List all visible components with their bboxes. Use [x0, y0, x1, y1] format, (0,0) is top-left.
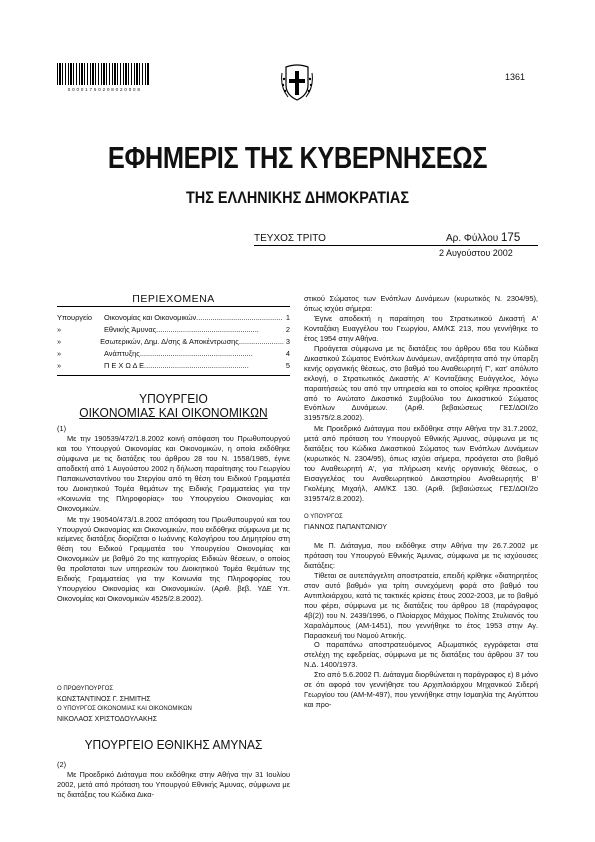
toc-category: » [57, 361, 62, 370]
barcode-number: 0 0 0 0 1 7 5 0 2 0 8 0 2 0 0 0 8 [67, 87, 141, 92]
ministry-heading-line1: ΥΠΟΥΡΓΕΙΟ [139, 391, 208, 406]
signature-name: ΚΩΝΣΤΑΝΤΙΝΟΣ Γ. ΣΗΜΙΤΗΣ [57, 695, 151, 703]
decision-paragraph: Με την 190539/472/1.8.2002 κοινή απόφαση του Πρωθυπουργού και του Υπουργού Οικονομίας και Οικονομικών, η οποία εκδόθηκε σύμφωνα με τις διατάξεις του άρθρου 28 του Ν. 1558/1985, έγινε αποδεκτή από 1 Αυγούστου 2002 η δήλωση παραίτησης του Γεωργίου Παπακωνσταντίνου του Στεργίου από τη θέση του Ειδικού Γραμματέα του Διοικητικού Τομέα θεμάτων της Ειδικής Γραμματείας για την «Κοινωνία της Πληροφορίας» του Υπουργείου Οικονομίας και Οικονομικών. [57, 433, 290, 513]
toc-row [57, 348, 290, 360]
toc-page: 2 [285, 325, 290, 334]
decision-paragraph: Με την 190540/473/1.8.2002 απόφαση του Πρωθυπουργού και του Υπουργού Οικονομίας και Οικονομικών, που εκδόθηκε σύμφωνα με τις κείμενες διατάξεις διορίζεται ο Ιωάννης Καλογήρου του Δημητρίου στη θέση του Ειδικού Γραμματέα του Υπουργείου Οικονομίας και Οικονομικών με βαθμό 2ο της κατηγορίας Ειδικών θέσεων, ο οποίος θα προΐσταται των υπηρεσιών του Διοικητικού Τομέα θεμάτων της Ειδικής Γραμματείας για την Κοινωνία της Πληροφορίας του Υπουργείου Οικονομίας και Οικονομικών. (Αριθ. βεβ. ΥΔΕ Υπ. Οικονομίας και Οικονομικών 4525/2.8.2002). [57, 514, 290, 604]
issue-date: 2 Αυγούστου 2002 [439, 248, 513, 258]
toc-label: Ανάπτυξης [104, 349, 140, 358]
decree-paragraph: Στο από 5.6.2002 Π. Διάταγμα διορθώνεται η παράγραφος ε) 8 μόνο σε ότι αφορά τον γεννήθησε του Αρχιπλοιάρχου Μηχανικού Σιδερή Γεωργίου του (ΑΜ-Μ-497), που γεννήθηκε στην Ισμαηλία της Αιγύπτου και προ- [304, 670, 538, 710]
decree-paragraph: Τίθεται σε αυτεπάγγελτη αποστρατεία, επειδή κρίθηκε «διατηρητέος στον αυτό βαθμό» για τρίτη συνεχόμενη φορά στο βαθμό του Αντιπλοιάρχου, κατά τις τακτικές κρίσεις έτους 2002-2003, με το βαθμό που φέρει, σύμφωνα με τις διατάξεις του άρθρου 18 (παράγραφος 4β(2)) του Ν. 2439/1996, ο Πλοίαρχος Μάχιμος Πολίτης Στυλιανός του Χαραλάμπους (ΑΜ-1451), που γεννήθηκε το έτος 1953 στην Αγ. Παρασκευή του Νομού Αττικής. [304, 570, 538, 640]
toc-leader: .................................................. [156, 325, 259, 334]
sheet-label: Αρ. Φύλλου [446, 233, 499, 244]
signature-name: ΓΙΑΝΝΟΣ ΠΑΠΑΝΤΩΝΙΟΥ [304, 523, 388, 531]
toc-row [57, 360, 290, 372]
greek-coat-of-arms-icon [280, 63, 314, 103]
toc-leader: ...................... [238, 337, 284, 346]
sheet-number: 175 [501, 232, 521, 244]
toc-page: 1 [285, 313, 290, 322]
signatures-block [57, 685, 290, 725]
decree-paragraph: Με Π. Διάταγμα, που εκδόθηκε στην Αθήνα την 26.7.2002 με πρόταση του Υπουργού Εθνικής Άμυνας, σύμφωνα με τις ισχύουσες διατάξεις: [304, 540, 538, 570]
signature-role: Ο ΠΡΩΘΥΠΟΥΡΓΟΣ [57, 686, 114, 692]
ministry-heading-defence: ΥΠΟΥΡΓΕΙΟ ΕΘΝΙΚΗΣ ΑΜΥΝΑΣ [84, 737, 263, 752]
gazette-title: ΕΦΗΜΕΡΙΣ ΤΗΣ ΚΥΒΕΡΝΗΣΕΩΣ [107, 140, 488, 175]
right-column-text [304, 294, 538, 710]
decree-paragraph: Έγινε αποδεκτή η παραίτηση του Στρατιωτικού Δικαστή Α' Κονταξάκη Ευαγγέλου του Γεωργίου, ΑΜ/ΚΣ 213, που γεννήθηκε το έτος 1954 στην Αθήνα. [304, 313, 538, 343]
toc-row [57, 336, 290, 348]
page-number: 1361 [505, 72, 526, 82]
left-column-text-2 [57, 760, 290, 820]
toc-label: Εθνικής Άμυνας [104, 325, 157, 334]
issue-label: ΤΕΥΧΟΣ ΤΡΙΤΟ [254, 233, 326, 244]
toc-leader: .................................................. [146, 361, 249, 370]
ministry-heading-economy [66, 392, 280, 420]
decree-paragraph: Με Προεδρικό Διάταγμα που εκδόθηκε στην Αθήνα την 31 Ιουλίου 2002, μετά από πρόταση του Υπουργού Εθνικής Άμυνας, σύμφωνα με τις διατάξεις του Κώδικα Δικα- [57, 769, 290, 799]
decree-paragraph: στικού Σώματος των Ενόπλων Δυνάμεων (κυρωτικός Ν. 2304/95), όπως ισχύει σήμερα: [304, 294, 538, 313]
toc-divider [57, 306, 290, 307]
decree-paragraph: Ο παραπάνω αποστρατευόμενος Αξιωματικός εγγράφεται στα στελέχη της εφεδρείας, σύμφωνα με τις διατάξεις του άρθρου 37 του Ν.Δ. 1400/1973. [304, 640, 538, 670]
barcode [57, 63, 149, 85]
decision-ref-1: (1) [57, 424, 67, 433]
toc-category: » [57, 337, 62, 346]
decree-paragraph: Με Προεδρικό Διάταγμα που εκδόθηκε στην Αθήνα την 31.7.2002, μετά από πρόταση του Υπουργού Εθνικής Άμυνας, σύμφωνα με τις διατάξεις του Κώδικα Δικαστικού Σώματος των Ενόπλων Δυνάμεων (κυρωτικός Ν. 2304/95), όπως ισχύει σήμερα, προάγεται στο βαθμό του Αναθεωρητή Α', για πλήρωση κενής οργανικής θέσεως, ο Εισαγγελέας του Αναθεωρητικού Δικαστηρίου Αναθεωρητής Β' Γκολέμης Μιχαήλ, ΑΜ/ΚΣ 130. (Αριθ. βεβαιώσεως ΓΕΣ/ΔΟΙ/2ο 319574/2.8.2002). [304, 424, 538, 504]
toc-page: 3 [285, 337, 290, 346]
decision-ref-2: (2) [57, 760, 67, 769]
toc-category: » [57, 325, 62, 334]
toc-heading: ΠΕΡΙΕΧΟΜΕΝΑ [132, 293, 215, 305]
signature-role: Ο ΥΠΟΥΡΓΟΣ [304, 514, 343, 521]
toc-row [57, 324, 290, 336]
toc-category: » [57, 349, 62, 358]
toc-leader: .......................................... [196, 313, 283, 322]
sheet-info [446, 232, 520, 244]
toc-label: Εσωτερικών, Δημ. Δ/σης & Αποκέντρωσης [100, 337, 239, 346]
toc-bottom-divider [57, 375, 290, 376]
toc-row [57, 312, 290, 324]
ministry-heading-line2: ΟΙΚΟΝΟΜΙΑΣ ΚΑΙ ΟΙΚΟΝΟΜΙΚΩΝ [79, 405, 268, 420]
signature-role: Ο ΥΠΟΥΡΓΟΣ ΟΙΚΟΝΟΜΙΑΣ ΚΑΙ ΟΙΚΟΝΟΜΙΚΩΝ [57, 705, 192, 712]
toc-leader: ....................................................... [139, 349, 253, 358]
decree-paragraph: Προάγεται σύμφωνα με τις διατάξεις του άρθρου 65α του Κώδικα Δικαστικού Σώματος Ενόπλων Δυνάμεων, ανεξάρτητα από την ύπαρξη κενής οργανικής θέσεως, στο βαθμό του Αναθεωρητή Γ', κατ' απόλυτο εκλογή, ο Στρατιωτικός Δικαστής Α' Κονταξάκης Ευάγγελος, λόγω παραιτήσεώς του από την υπηρεσία και το οποίος κρίθηκε προακτέος από το Ανώτατο Δικαστικό Συμβούλιο του Δικαστικού Σώματος Ενόπλων Δυνάμεων. (Αριθ. βεβαιώσεως ΓΕΣ/ΔΟΙ/2ο 319575/2.8.2002). [304, 343, 538, 423]
toc-category: Υπουργείο [57, 313, 93, 322]
gazette-subtitle: ΤΗΣ ΕΛΛΗΝΙΚΗΣ ΔΗΜΟΚΡΑΤΙΑΣ [185, 188, 410, 207]
header-divider [254, 245, 538, 246]
toc-label: Οικονομίας και Οικονομικών [104, 313, 197, 322]
signature-name: ΝΙΚΟΛΑΟΣ ΧΡΙΣΤΟΔΟΥΛΑΚΗΣ [57, 715, 158, 723]
table-of-contents [57, 312, 290, 372]
toc-label: Π Ε Χ Ω Δ Ε. [104, 361, 147, 370]
toc-page: 4 [285, 349, 290, 358]
left-column-text [57, 424, 290, 666]
toc-page: 5 [285, 361, 290, 370]
